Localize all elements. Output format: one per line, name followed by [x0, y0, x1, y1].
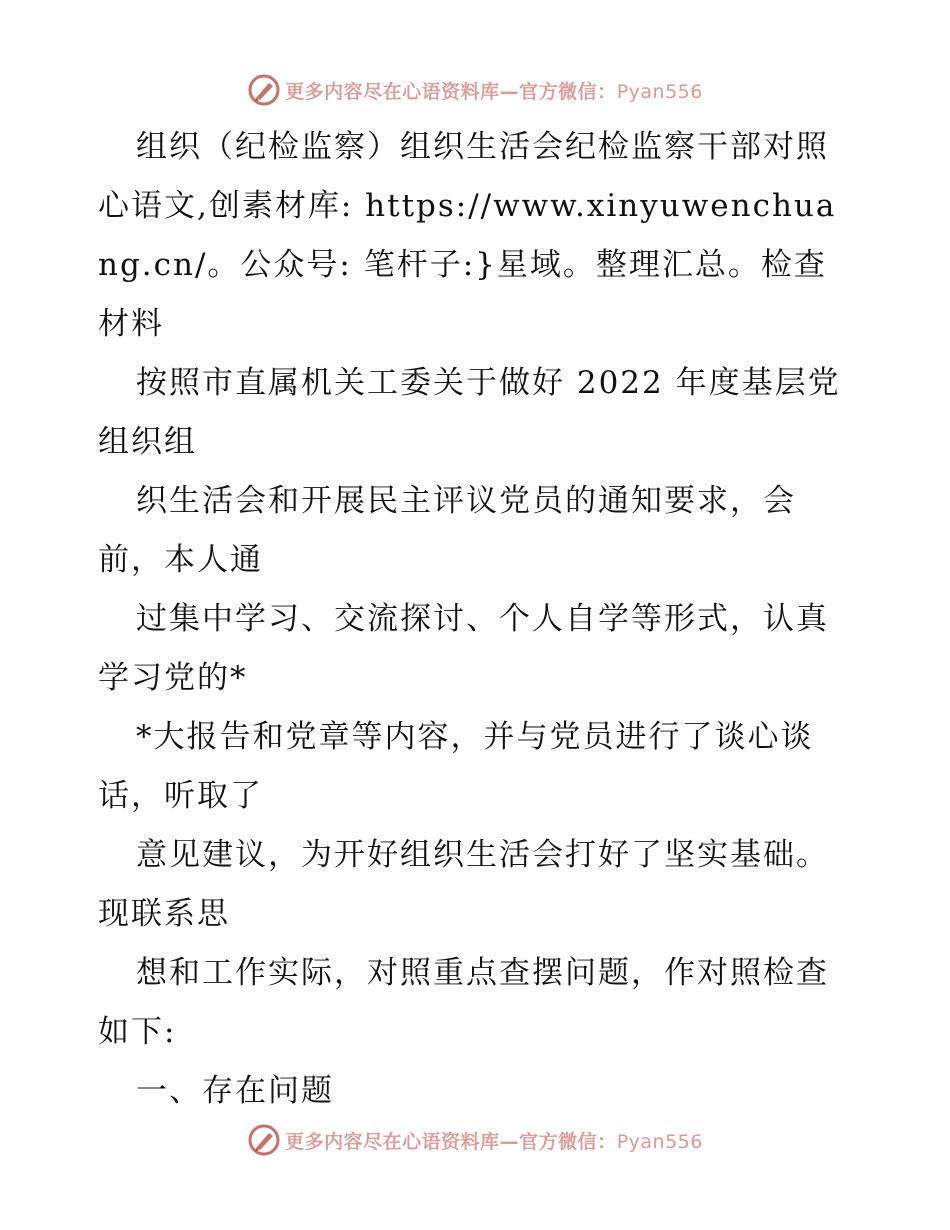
- paragraph: *大报告和党章等内容，并与党员进行了谈心谈话，听取了: [98, 719, 814, 814]
- document-body: [98, 118, 858, 1121]
- watermark-text: 更多内容尽在心语资料库—官方微信：Pyan556: [285, 80, 703, 103]
- pen-circle-logo-icon: [247, 73, 281, 107]
- header-watermark: [0, 70, 950, 110]
- footer-watermark: [0, 1120, 950, 1160]
- paragraph: 按照市直属机关工委关于做好 2022 年度基层党组织组: [98, 365, 841, 460]
- paragraph: 组织（纪检监察）组织生活会纪检监察干部对照心语文,创素材库: https://www.xinyuwenchuang.cn/。公众号: 笔杆子:}星域。整理汇总。检查材料: [98, 129, 837, 342]
- section-heading: 一、存在问题: [136, 1073, 334, 1109]
- watermark-text: 更多内容尽在心语资料库—官方微信：Pyan556: [285, 1130, 703, 1153]
- paragraph: 织生活会和开展民主评议党员的通知要求，会前，本人通: [98, 483, 796, 578]
- paragraph: 过集中学习、交流探讨、个人自学等形式，认真学习党的*: [98, 601, 829, 696]
- paragraph: 想和工作实际，对照重点查摆问题，作对照检查如下:: [98, 955, 829, 1050]
- pen-circle-logo-icon: [247, 1123, 281, 1157]
- paragraph: 意见建议，为开好组织生活会打好了坚实基础。现联系思: [98, 837, 829, 932]
